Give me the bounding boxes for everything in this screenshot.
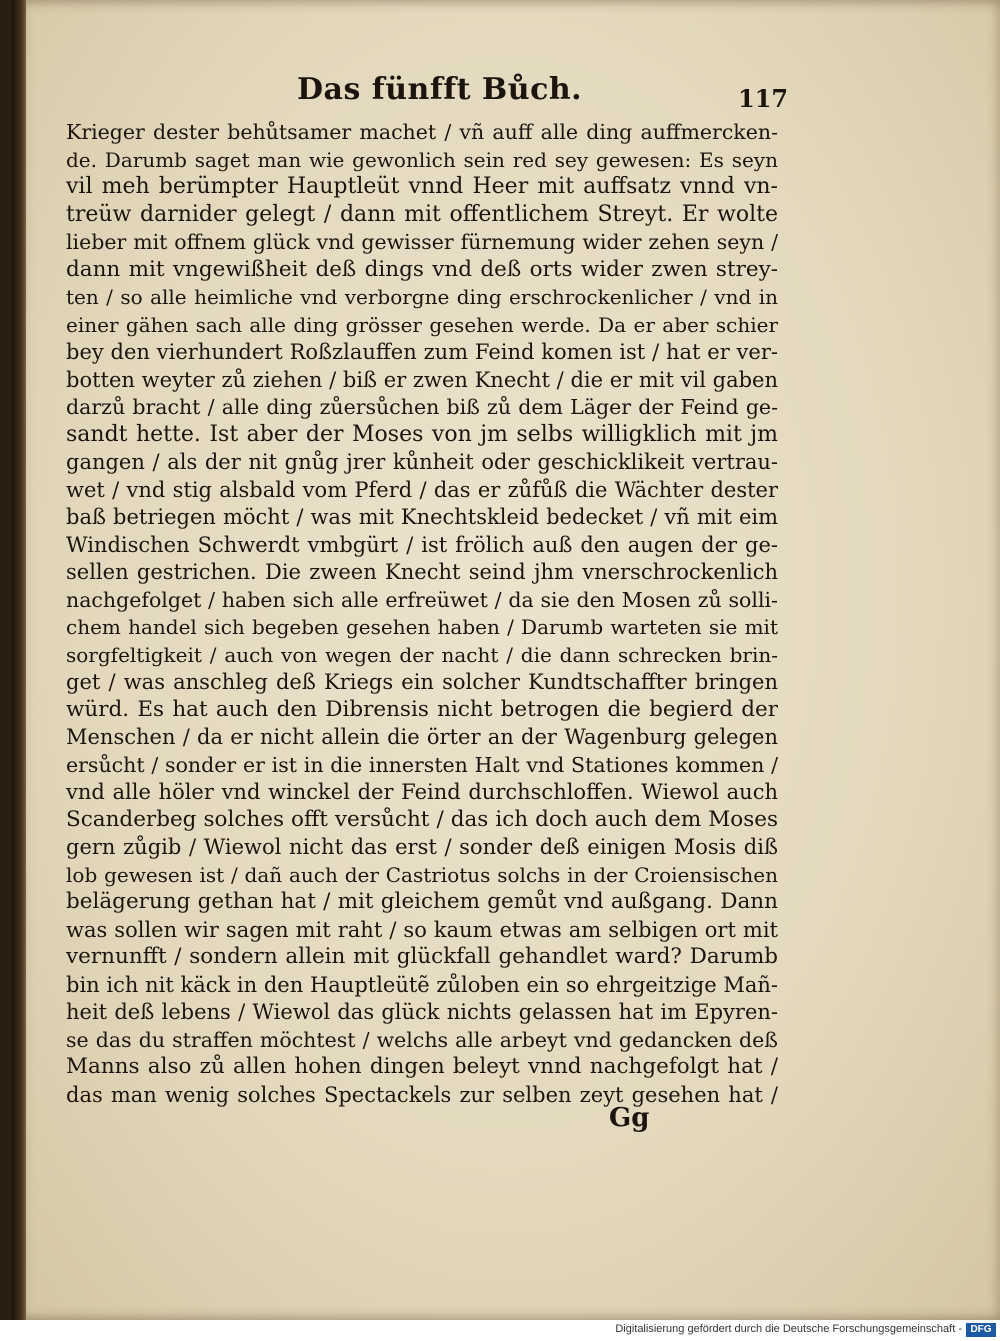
text-line: Menschen / da er nicht allein die örter an der Wagenburg gelegen bbox=[66, 725, 778, 749]
text-line: vil meh berümpter Hauptleüt vnnd Heer mit auffsatz vnnd vn- bbox=[66, 174, 778, 199]
text-line: gangen / als der nit gnůg jrer kůnheit oder geschicklikeit vertrau- bbox=[66, 450, 778, 474]
text-line: gern zůgib / Wiewol nicht das erst / sonder deß einigen Mosis diß bbox=[66, 835, 778, 859]
text-line: chem handel sich begeben gesehen haben / Darumb warteten sie mit bbox=[66, 615, 778, 639]
text-line: Windischen Schwerdt vmbgürt / ist frölich auß den augen der ge- bbox=[66, 532, 778, 557]
text-line: de. Darumb saget man wie gewonlich sein red sey gewesen: Es seyn bbox=[66, 147, 778, 172]
text-line: dann mit vngewißheit deß dings vnd deß orts wider zwen strey- bbox=[66, 256, 778, 282]
text-line: ersůcht / sonder er ist in die innersten Halt vnd Stationes kommen / bbox=[66, 752, 778, 777]
text-line: vnd alle höler vnd winckel der Feind durchschloffen. Wiewol auch bbox=[66, 780, 778, 804]
binding-edge bbox=[12, 0, 26, 1320]
text-line: Krieger dester behůtsamer machet / vñ auff alle ding auffmercken- bbox=[66, 120, 778, 144]
text-line: sellen gestrichen. Die zween Knecht seind jhm vnerschrockenlich bbox=[66, 560, 778, 584]
text-line: darzů bracht / alle ding zůersůchen biß zů dem Läger der Feind ge- bbox=[66, 395, 778, 419]
text-line: nachgefolget / haben sich alle erfreüwet / da sie den Mosen zů solli- bbox=[66, 587, 778, 612]
text-line: bey den vierhundert Roßzlauffen zum Feind komen ist / hat er ver- bbox=[66, 340, 778, 364]
text-line: würd. Es hat auch den Dibrensis nicht betrogen die begierd der bbox=[66, 696, 778, 722]
book-page bbox=[12, 0, 1000, 1320]
footer-bar bbox=[0, 1320, 1000, 1341]
text-line: heit deß lebens / Wiewol das glück nichts gelassen hat im Epyren- bbox=[66, 1000, 778, 1024]
catchword: Gg bbox=[609, 1103, 650, 1133]
text-line: Manns also zů allen hohen dingen beleyt vnnd nachgefolgt hat / bbox=[66, 1054, 778, 1079]
text-line: was sollen wir sagen mit raht / so kaum etwas am selbigen ort mit bbox=[66, 917, 778, 942]
text-line: einer gähen sach alle ding grösser gesehen werde. Da er aber schier bbox=[66, 312, 778, 337]
text-line: sandt hette. Ist aber der Moses von jm selbs willigklich mit jm bbox=[66, 421, 778, 447]
folio-number: 117 bbox=[738, 84, 789, 113]
text-line: botten weyter zů ziehen / biß er zwen Knecht / die er mit vil gaben bbox=[66, 367, 778, 392]
text-line: wet / vnd stig alsbald vom Pferd / das er zůfůß die Wächter dester bbox=[66, 477, 778, 502]
footer-credit: Digitalisierung gefördert durch die Deutsche Forschungsgemeinschaft - bbox=[615, 1323, 962, 1335]
text-line: baß betriegen möcht / was mit Knechtskleid bedecket / vñ mit eim bbox=[66, 505, 778, 529]
text-line: lob gewesen ist / dañ auch der Castriotus solchs in der Croiensischen bbox=[66, 862, 778, 887]
text-line: lieber mit offnem glück vnd gewisser fürnemung wider zehen seyn / bbox=[66, 230, 778, 254]
text-line: treüw darnider gelegt / dann mit offentlichem Streyt. Er wolte bbox=[66, 201, 778, 227]
text-line: ten / so alle heimliche vnd verborgne ding erschrockenlicher / vnd in bbox=[66, 285, 778, 309]
text-line: vernunfft / sondern allein mit glückfall gehandlet ward? Darumb bbox=[66, 944, 778, 969]
running-header: Das fünfft Bůch. bbox=[297, 72, 583, 107]
text-line: sorgfeltigkeit / auch von wegen der nacht / die dann schrecken brin- bbox=[66, 642, 778, 667]
text-line: se das du straffen möchtest / welchs alle arbeyt vnd gedancken deß bbox=[66, 1027, 778, 1052]
text-line: get / was anschleg deß Kriegs ein solcher Kundtschaffter bringen bbox=[66, 670, 778, 694]
text-line: belägerung gethan hat / mit gleichem gemůt vnd außgang. Dann bbox=[66, 889, 778, 914]
text-line: Scanderbeg solches offt versůcht / das ich doch auch dem Moses bbox=[66, 806, 778, 832]
dfg-logo-icon: DFG bbox=[966, 1323, 996, 1337]
text-line: bin ich nit käck in den Hauptleütẽ zůloben ein so ehrgeitzige Mañ- bbox=[66, 972, 778, 997]
text-line: das man wenig solches Spectackels zur selben zeyt gesehen hat / bbox=[66, 1082, 778, 1107]
